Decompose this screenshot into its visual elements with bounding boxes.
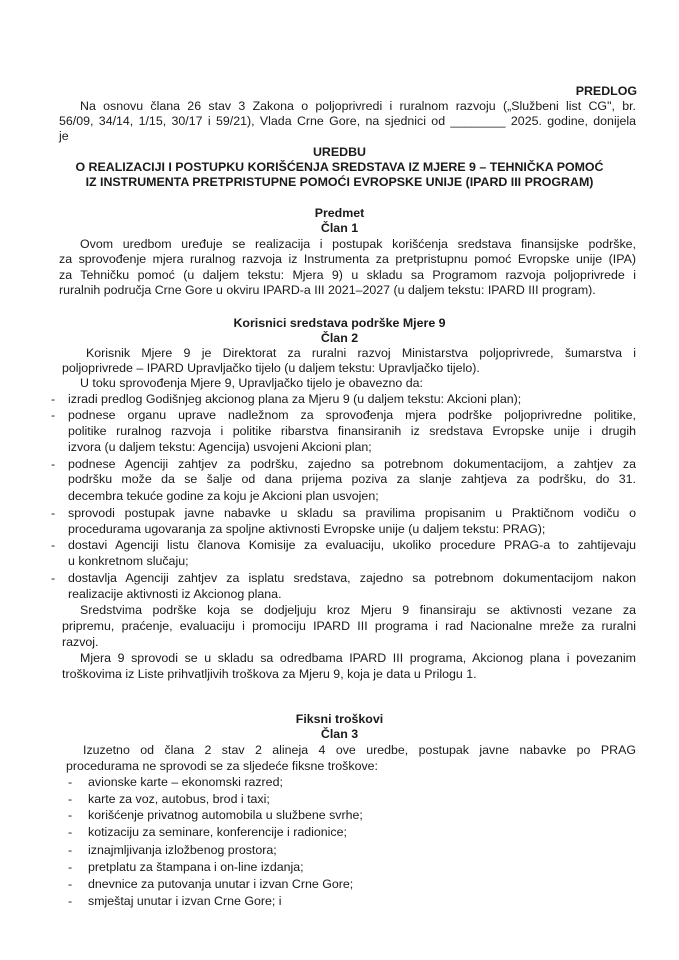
article-heading: Korisnici sredstava podrške Mjere 9 xyxy=(233,316,446,330)
article-heading: Predmet xyxy=(314,206,365,220)
list-item: iznajmljivanja izložbenog prostora; xyxy=(88,843,277,857)
preamble-line: je xyxy=(59,129,69,143)
list-item: dnevnice za putovanja unutar i izvan Crne Gore; xyxy=(88,877,354,891)
list-item: izradi predlog Godišnjeg akcionog plana za Mjeru 9 (u daljem tekstu: Akcioni plan); xyxy=(68,392,522,406)
article-line: Sredstvima podrške koja se dodjeljuju kroz Mjeru 9 finansiraju se aktivnosti vezane za xyxy=(80,603,636,617)
article-line: za Tehničku pomoć (u daljem tekstu: Mjera 9) u skladu sa Programom razvoja poljoprivrede i xyxy=(59,268,636,282)
list-item-cont: izvora (u daljem tekstu: Agencija) usvojeni Akcioni plan; xyxy=(68,440,372,454)
article-line: Mjera 9 sprovodi se u skladu sa odredbama IPARD III programa, Akcionog plana i povezanim xyxy=(80,651,636,665)
list-item: karte za voz, autobus, brod i taxi; xyxy=(88,792,270,806)
article-line: Korisnik Mjere 9 je Direktorat za ruralni razvoj Ministarstva poljoprivrede, šumarstva i xyxy=(86,346,636,360)
preamble-line: Na osnovu člana 26 stav 3 Zakona o poljoprivredi i ruralnom razvoju („Službeni list CG", br. xyxy=(80,99,636,113)
title-line: UREDBU xyxy=(312,145,366,159)
list-item: avionske karte – ekonomski razred; xyxy=(88,775,283,789)
list-item: sprovodi postupak javne nabavke u skladu sa pravilima propisanim u Praktičnom vodiču o xyxy=(68,506,636,520)
list-bullet: - xyxy=(68,775,73,789)
list-bullet: - xyxy=(68,808,73,822)
list-item-cont: decembra tekuće godine za koju je Akcioni plan usvojen; xyxy=(68,489,379,503)
list-bullet: - xyxy=(68,860,73,874)
article-line: za sprovođenje mjera ruralnog razvoja iz Instrumenta za pretpristupnu pomoć Evropske unije (IPA) xyxy=(59,252,636,266)
list-bullet: - xyxy=(51,538,56,552)
list-bullet: - xyxy=(68,894,73,908)
list-item-cont: politike ruralnog razvoja i politike ribarstva finansiranih iz sredstava Evropske unije i drugih xyxy=(68,424,636,438)
list-intro: U toku sprovođenja Mjere 9, Upravljačko tijelo je obavezno da: xyxy=(80,376,423,390)
list-bullet: - xyxy=(68,877,73,891)
list-item: dostavlja Agenciji zahtjev za isplatu sredstava, zajedno sa potrebnom dokumentacijom nakon xyxy=(68,571,636,585)
article-number: Član 2 xyxy=(320,331,359,345)
list-item: pretplatu za štampana i on-line izdanja; xyxy=(88,860,304,874)
article-line: ruralnih područja Crne Gore u okviru IPARD-a III 2021–2027 (u daljem tekstu: IPARD III program). xyxy=(59,283,596,297)
list-item-cont: realizacije aktivnosti iz Akcionog plana. xyxy=(68,587,282,601)
preamble-line: 56/09, 34/14, 1/15, 30/17 i 59/21), Vlada Crne Gore, na sjednici od ________ 2025. godine, donijela xyxy=(59,114,636,128)
article-number: Član 3 xyxy=(320,727,359,741)
list-item-cont: procedurama ugovaranja za spoljne aktivnosti Evropske unije (u daljem tekstu: PRAG); xyxy=(68,522,546,536)
article-number: Član 1 xyxy=(320,221,359,235)
list-bullet: - xyxy=(68,843,73,857)
list-item: kotizaciju za seminare, konferencije i radionice; xyxy=(88,825,347,839)
article-line: Izuzetno od člana 2 stav 2 alineja 4 ove uredbe, postupak javne nabavke po PRAG xyxy=(83,743,636,757)
list-item: podnese Agenciji zahtjev za podršku, zajedno sa potrebnom dokumentacijom, a zahtjev za xyxy=(68,457,636,471)
list-bullet: - xyxy=(51,571,56,585)
article-line: razvoj. xyxy=(62,635,99,649)
article-line: Ovom uredbom uređuje se realizacija i postupak korišćenja sredstava finansijske podrške, xyxy=(80,237,636,251)
draft-label: PREDLOG xyxy=(575,84,637,98)
article-line: pripremu, praćenje, evaluaciju i promociju IPARD III programa i rad Nacionalne mreže za ruralni xyxy=(62,619,636,633)
article-line: troškovima iz Liste prihvatljivih troškova za Mjeru 9, koja je data u Prilogu 1. xyxy=(62,667,477,681)
title-line: O REALIZACIJI I POSTUPKU KORIŠĆENJA SREDSTAVA IZ MJERE 9 – TEHNIČKA POMOĆ xyxy=(75,160,604,174)
list-item: dostavi Agenciji listu članova Komisije za evaluaciju, ukoliko procedure PRAG-a to zahtijevaju xyxy=(68,538,636,552)
list-item: podnese organu uprave nadležnom za sprovođenja mjera podrške poljoprivredne politike, xyxy=(68,408,636,422)
list-item: smještaj unutar i izvan Crne Gore; i xyxy=(88,894,282,908)
list-item-cont: podršku može da se šalje od dana prijema poziva za slanje zahtjeva za podršku, do 31. xyxy=(68,472,636,486)
article-line: poljoprivrede – IPARD Upravljačko tijelo (u daljem tekstu: Upravljačko tijelo). xyxy=(62,361,480,375)
list-bullet: - xyxy=(51,457,56,471)
list-item: korišćenje privatnog automobila u službene svrhe; xyxy=(88,808,363,822)
article-heading: Fiksni troškovi xyxy=(295,712,384,726)
list-bullet: - xyxy=(51,506,56,520)
article-line: procedurama ne sprovodi se za sljedeće fiksne troškove: xyxy=(66,759,378,773)
list-bullet: - xyxy=(68,825,73,839)
list-item-cont: u konkretnom slučaju; xyxy=(68,554,189,568)
list-bullet: - xyxy=(51,408,56,422)
list-bullet: - xyxy=(68,792,73,806)
list-bullet: - xyxy=(51,392,56,406)
title-line: IZ INSTRUMENTA PRETPRISTUPNE POMOĆI EVROPSKE UNIJE (IPARD III PROGRAM) xyxy=(85,175,594,189)
